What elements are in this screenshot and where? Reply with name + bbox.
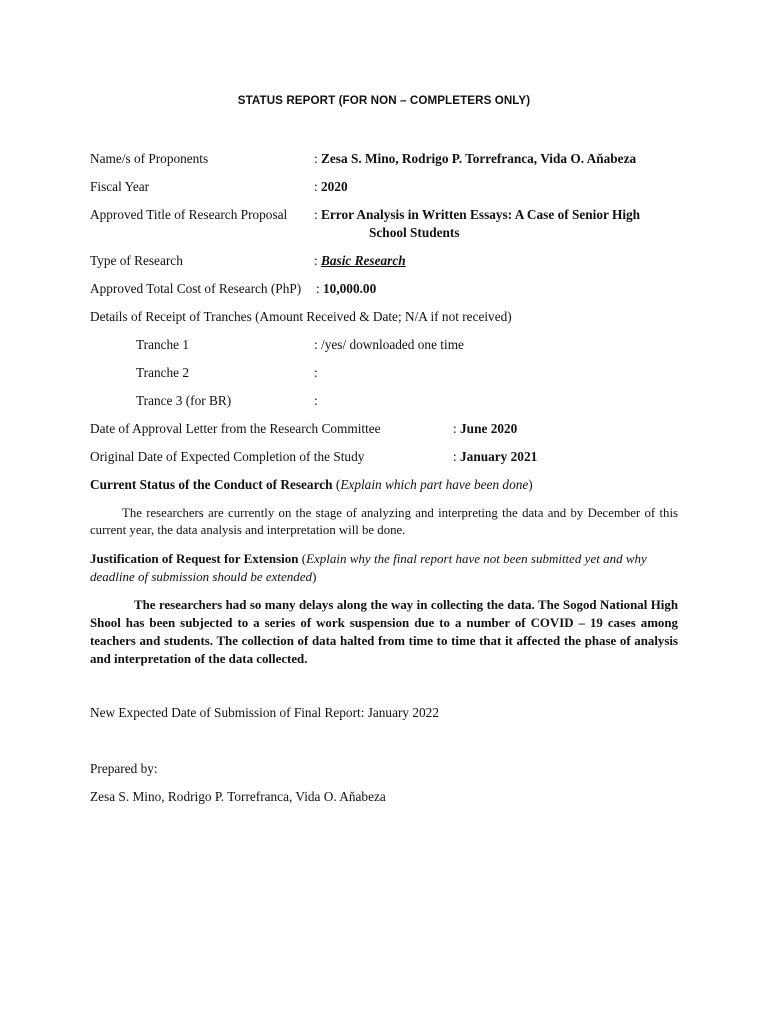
current-status-body	[90, 505, 678, 539]
colon: :	[314, 207, 322, 222]
current-status-heading-row	[90, 477, 533, 493]
field-research-type	[90, 253, 183, 269]
tranche1-value: /yes/ downloaded one time	[321, 337, 464, 352]
colon: :	[314, 253, 322, 268]
justification-note: Explain why the final report have not been submitted yet and why deadline of submission should be extended	[90, 551, 647, 584]
justification-text: The researchers had so many delays along the way in collecting the data. The Sogod National High Shool has been subjected to a series of work suspension due to a number of COVID – 19 cases among teachers and students. The collection of data halted from time to time that it affected the phase of analysis and interpretation of the data collected.	[90, 598, 678, 666]
research-cost-value-row	[316, 281, 376, 297]
completion-date-value: January 2021	[460, 449, 538, 464]
justification-heading: Justification of Request for Extension	[90, 551, 299, 566]
current-status-note: Explain which part have been done	[340, 477, 529, 492]
prepared-by-label: Prepared by:	[90, 761, 158, 776]
colon: :	[314, 365, 318, 380]
research-type-label: Type of Research	[90, 253, 183, 268]
tranche1-value-row	[314, 337, 464, 353]
approval-date-value-row	[453, 421, 517, 437]
justification-body	[90, 596, 678, 668]
approval-date-label: Date of Approval Letter from the Research Committee	[90, 421, 381, 436]
tranche1-label: Tranche 1	[136, 337, 190, 352]
proponents-value: Zesa S. Mino, Rodrigo P. Torrefranca, Vida O. Aňabeza	[321, 151, 637, 166]
research-cost-value: 10,000.00	[323, 281, 377, 296]
fiscal-year-value-row	[314, 179, 348, 195]
research-cost-label: Approved Total Cost of Research (PhP)	[90, 281, 302, 296]
research-type-value: Basic Research	[321, 253, 406, 268]
paren-open: (	[301, 551, 307, 566]
approval-date-value: June 2020	[460, 421, 518, 436]
field-proponents	[90, 151, 208, 167]
new-expected-date: New Expected Date of Submission of Final Report: January 2022	[90, 705, 439, 720]
research-title-value-row	[314, 207, 640, 223]
completion-date-value-row	[453, 449, 537, 465]
fiscal-year-label: Fiscal Year	[90, 179, 150, 194]
research-title-label: Approved Title of Research Proposal	[90, 207, 288, 222]
current-status-text: The researchers are currently on the stage of analyzing and interpreting the data and by December of this current year, the data analysis and interpretation will be done.	[90, 506, 678, 537]
tranche2-value-row	[314, 365, 318, 381]
paren-close: )	[312, 569, 317, 584]
colon: :	[453, 449, 461, 464]
colon: :	[316, 281, 324, 296]
document-title: STATUS REPORT (FOR NON – COMPLETERS ONLY)	[237, 94, 531, 107]
tranches-header: Details of Receipt of Tranches (Amount Received & Date; N/A if not received)	[90, 309, 512, 324]
field-research-title	[90, 207, 287, 223]
research-title-value-line2: School Students	[369, 225, 460, 240]
tranche3-value-row	[314, 393, 318, 409]
fiscal-year-value: 2020	[321, 179, 348, 194]
research-title-value-line1: Error Analysis in Written Essays: A Case of Senior High	[321, 207, 641, 222]
paren-close: )	[528, 477, 533, 492]
proponents-value-row	[314, 151, 636, 167]
prepared-by-names: Zesa S. Mino, Rodrigo P. Torrefranca, Vida O. Aňabeza	[90, 789, 386, 804]
tranche2-label: Tranche 2	[136, 365, 190, 380]
paren-open: (	[335, 477, 341, 492]
field-fiscal-year	[90, 179, 149, 195]
proponents-label: Name/s of Proponents	[90, 151, 209, 166]
colon: :	[314, 179, 322, 194]
colon: :	[314, 393, 318, 408]
completion-date-label: Original Date of Expected Completion of the Study	[90, 449, 365, 464]
current-status-heading: Current Status of the Conduct of Research	[90, 477, 333, 492]
colon: :	[314, 151, 322, 166]
colon: :	[314, 337, 322, 352]
tranche3-label: Trance 3 (for BR)	[136, 393, 232, 408]
field-research-cost	[90, 281, 301, 297]
justification-heading-block	[90, 550, 678, 586]
colon: :	[453, 421, 461, 436]
research-type-value-row	[314, 253, 406, 269]
